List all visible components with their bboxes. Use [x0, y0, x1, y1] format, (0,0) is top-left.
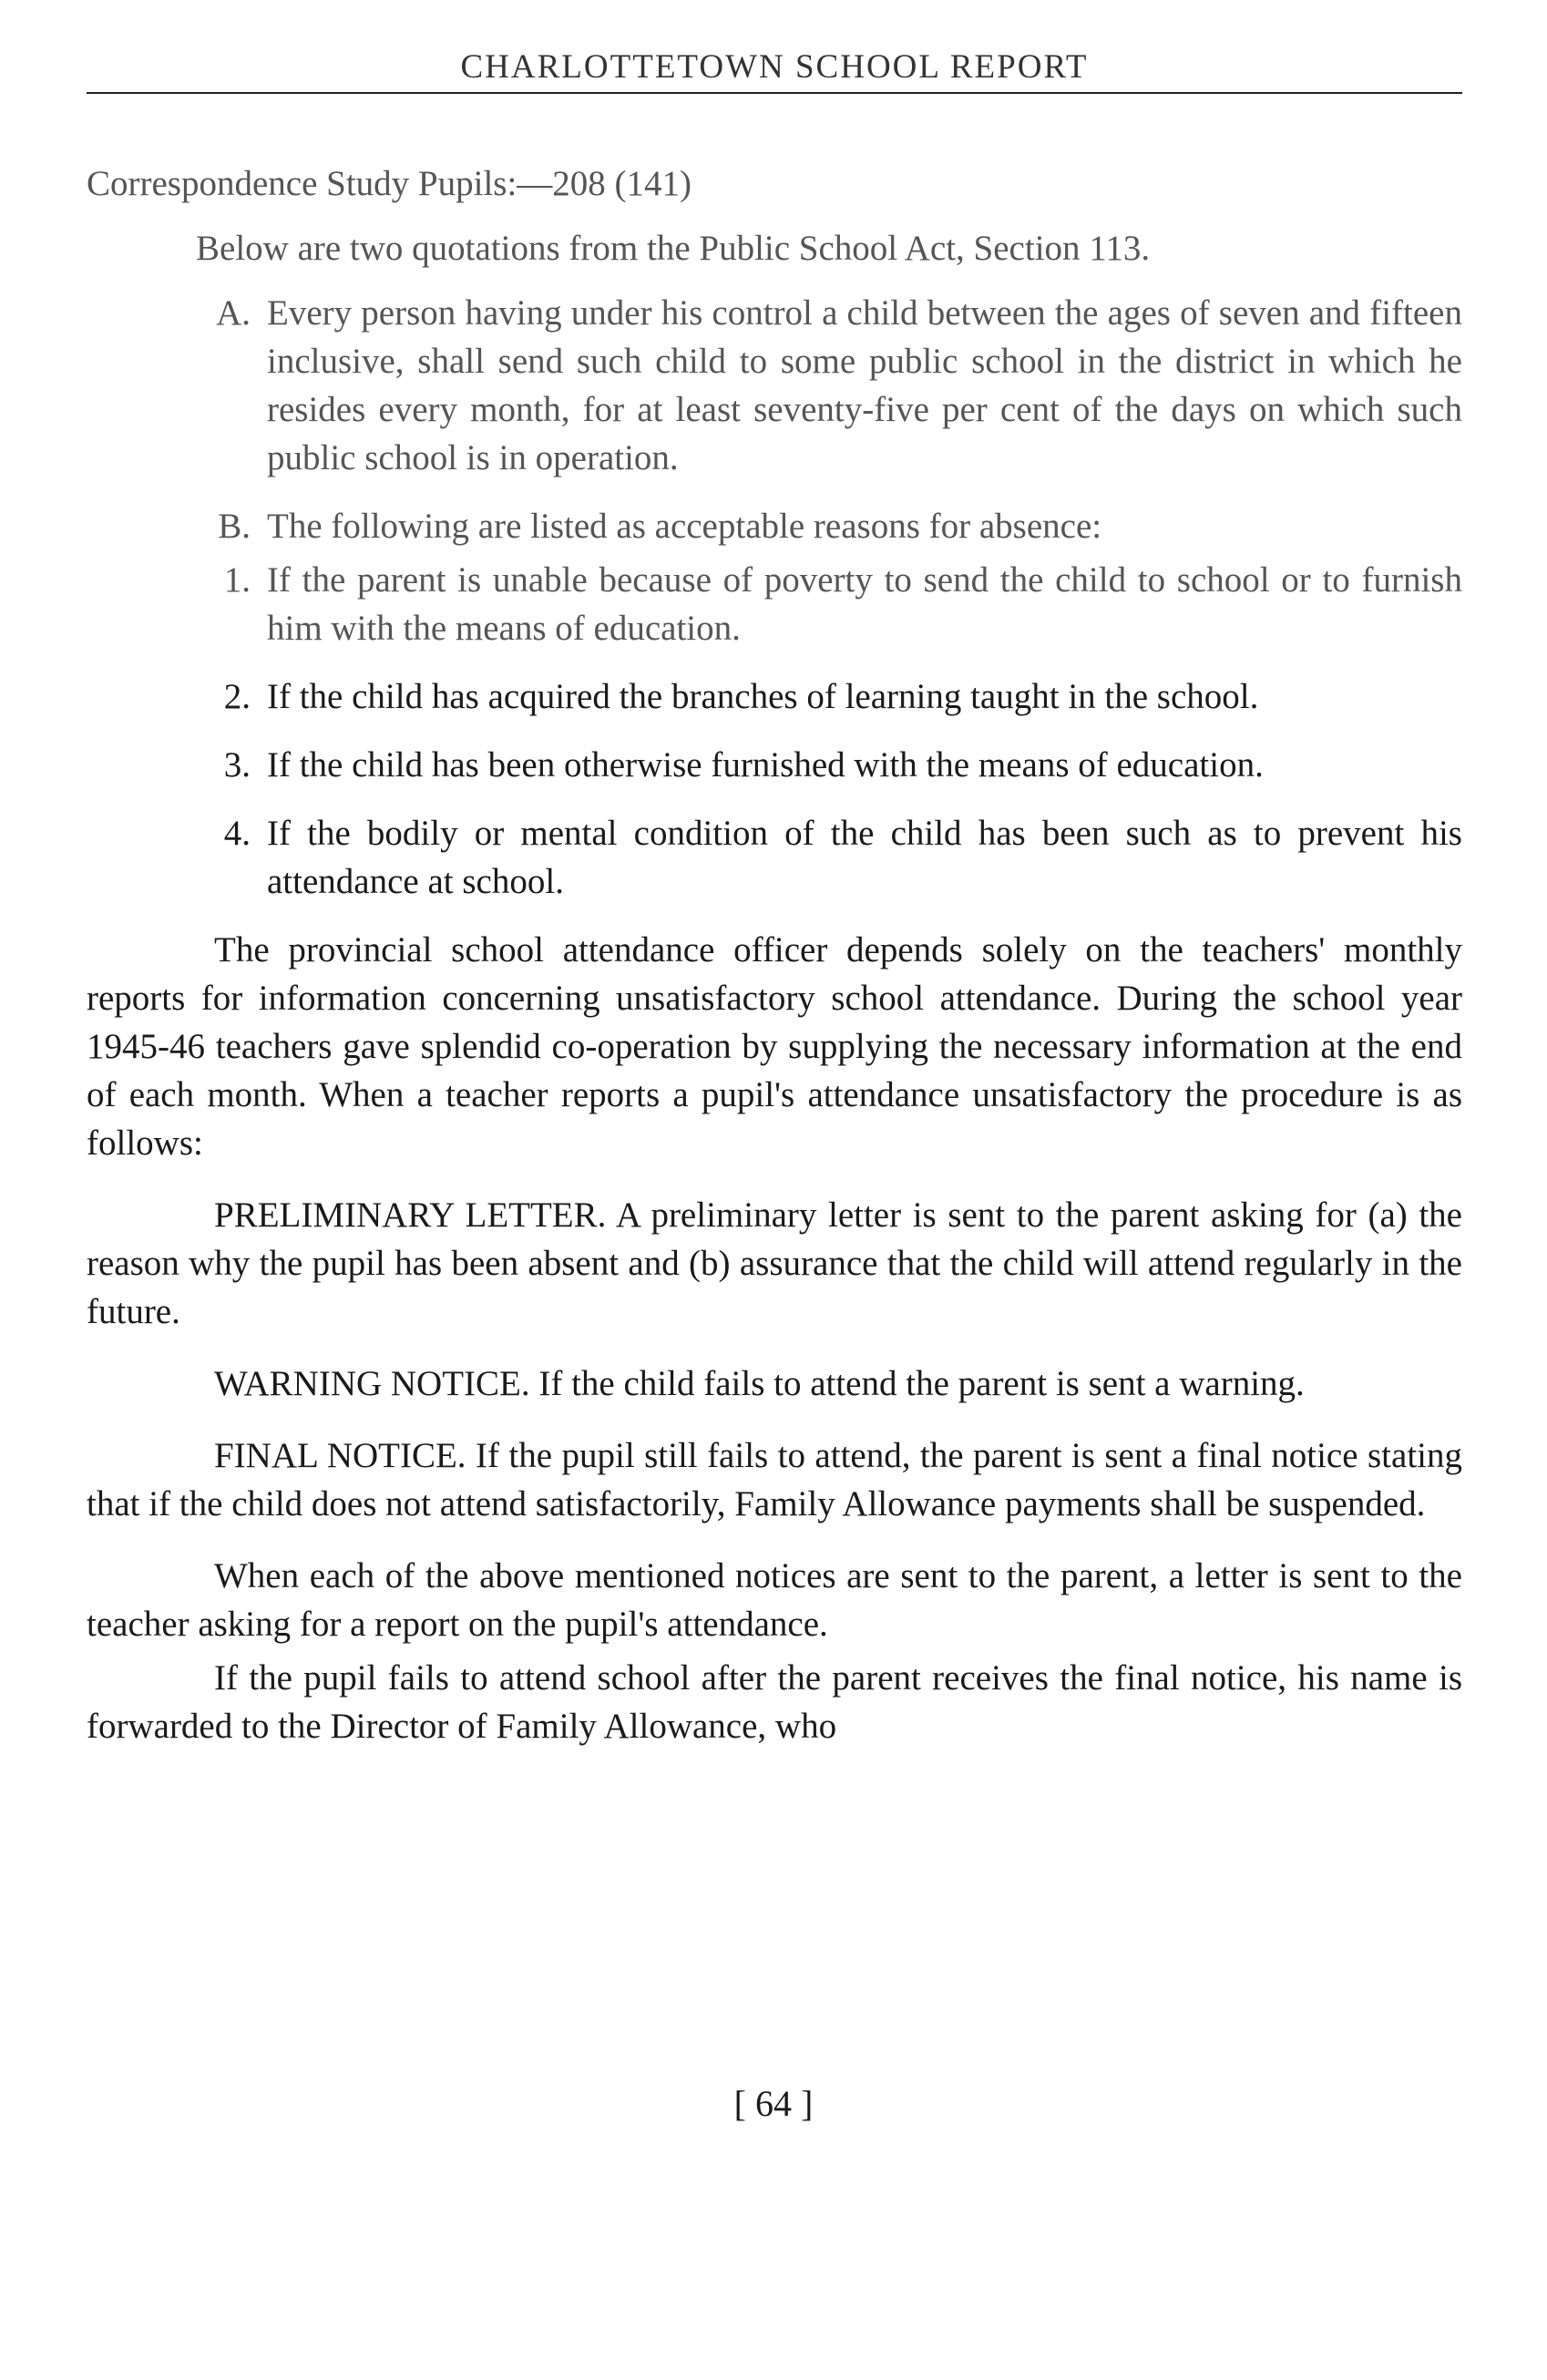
- preliminary-letter-paragraph: PRELIMINARY LETTER. A preliminary letter is sent to the parent asking for (a) the reason why the pupil has been absent and (b) assurance that the child will attend regularly in the future.: [87, 1195, 1462, 1331]
- document-page: [87, 47, 1462, 1774]
- reason-text: If the parent is unable because of poverty to send the child to school or to furnish him with the means of education.: [267, 560, 1462, 648]
- section-a-label: A.: [216, 293, 251, 333]
- reason-text: If the child has acquired the branches of learning taught in the school.: [267, 677, 1259, 716]
- section-a: [87, 289, 1462, 482]
- warning-notice-paragraph: WARNING NOTICE. If the child fails to attend the parent is sent a warning.: [214, 1364, 1305, 1403]
- reason-item: [87, 672, 1462, 721]
- reason-item: [87, 741, 1462, 789]
- section-a-text: Every person having under his control a child between the ages of seven and fifteen inclusive, shall send such child to some public school in the district in which he resides every month, for at least seventy-five per cent of the days on which such public school is in operation.: [267, 293, 1462, 477]
- final-notice-paragraph: FINAL NOTICE. If the pupil still fails to attend, the parent is sent a final notice stating that if the child does not attend satisfactorily, Family Allowance payments shall be suspended.: [87, 1436, 1462, 1523]
- correspondence-line: Correspondence Study Pupils:—208 (141): [87, 164, 692, 203]
- section-b: [87, 502, 1462, 550]
- reason-item: [87, 809, 1462, 906]
- forwarding-paragraph: If the pupil fails to attend school after the parent receives the final notice, his name is forwarded to the Director of Family Allowance, who: [87, 1658, 1462, 1746]
- page-number: [ 64 ]: [733, 2083, 814, 2124]
- reason-label: 4.: [223, 814, 251, 853]
- reason-label: 3.: [223, 745, 251, 785]
- section-b-label: B.: [218, 507, 251, 546]
- reason-label: 1.: [223, 560, 251, 600]
- page-header: CHARLOTTETOWN SCHOOL REPORT: [87, 47, 1462, 94]
- section-b-text: The following are listed as acceptable reasons for absence:: [267, 507, 1102, 546]
- reason-item: [87, 556, 1462, 652]
- officer-paragraph: The provincial school attendance officer depends solely on the teachers' monthly reports for information concerning unsatisfactory school attendance. During the school year 1945-46 teachers gave splendid co-operation by supplying the necessary information at the end of each month. When a teacher reports a pupil's attendance unsatisfactory the procedure is as follows:: [87, 930, 1462, 1163]
- reason-text: If the bodily or mental condition of the child has been such as to prevent his attendance at school.: [267, 814, 1462, 901]
- teacher-letter-paragraph: When each of the above mentioned notices are sent to the parent, a letter is sent to the teacher asking for a report on the pupil's attendance.: [87, 1556, 1462, 1644]
- quotation-intro: Below are two quotations from the Public School Act, Section 113.: [196, 229, 1151, 268]
- reason-text: If the child has been otherwise furnished with the means of education.: [267, 745, 1264, 785]
- reason-label: 2.: [223, 677, 251, 716]
